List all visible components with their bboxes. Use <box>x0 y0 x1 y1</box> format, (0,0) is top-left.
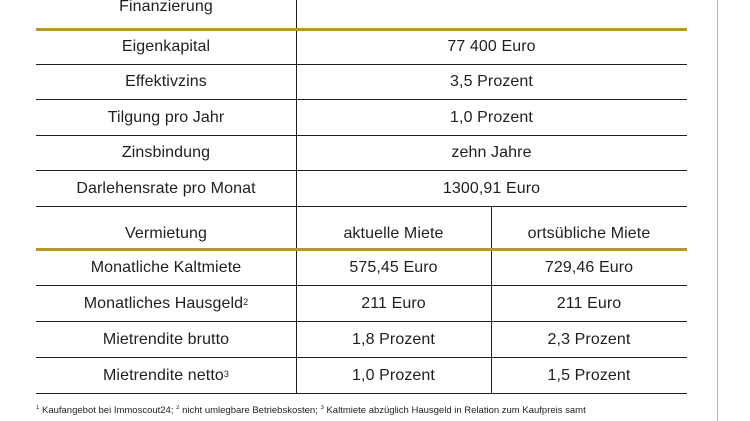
row-label: Zinsbindung <box>121 144 211 161</box>
financing-header-row <box>36 0 687 31</box>
column-header-current-rent: aktuelle Miete <box>343 224 444 242</box>
row-label: Tilgung pro Jahr <box>107 108 225 126</box>
table-row <box>36 322 687 358</box>
footnote-text: nicht umlegbare Betriebskosten; <box>179 405 321 416</box>
table-row <box>36 286 687 322</box>
footnote-marker: 3 <box>223 368 229 379</box>
footnote-number: 1 <box>36 405 40 411</box>
table-row <box>36 251 687 286</box>
footnote-marker: 2 <box>243 296 249 307</box>
row-value-current: 211 Euro <box>361 294 426 312</box>
row-label: Darlehensrate pro Monat <box>76 179 256 197</box>
table-row <box>36 100 687 136</box>
row-value: 1,0 Prozent <box>450 108 533 126</box>
row-value: 3,5 Prozent <box>450 73 533 90</box>
column-header-local-rent: ortsübliche Miete <box>527 224 651 242</box>
row-value-local: 211 Euro <box>556 294 622 312</box>
row-value-current: 1,0 Prozent <box>352 366 435 384</box>
row-label: Monatliches Hausgeld $^2$ <box>83 294 249 312</box>
right-border <box>717 0 718 421</box>
row-value-current: 1,8 Prozent <box>352 330 435 348</box>
row-label: Eigenkapital <box>121 38 211 55</box>
row-value: 1300,91 Euro <box>442 179 541 197</box>
table-row <box>36 30 687 65</box>
rental-header: Vermietung <box>125 224 207 242</box>
footnote-number: 3 <box>320 405 324 411</box>
row-value-local: 1,5 Prozent <box>547 366 631 384</box>
footnote <box>36 405 696 416</box>
table-row <box>36 65 687 100</box>
row-value: zehn Jahre <box>451 144 532 161</box>
row-value-current: 575,45 Euro <box>349 259 438 276</box>
financing-header: Finanzierung <box>119 0 213 15</box>
row-value-local: 2,3 Prozent <box>547 330 631 348</box>
row-label: Mietrendite netto $^3$ <box>103 366 229 384</box>
footnote-text: Kaltmiete abzüglich Hausgeld in Relation zum Kaufpreis samt <box>323 405 586 416</box>
footnote-number: 2 <box>176 405 180 411</box>
table-row <box>36 171 687 207</box>
rental-header-row <box>36 207 687 251</box>
row-value: 77 400 Euro <box>447 38 536 55</box>
footnote-text: Kaufangebot bei Immoscout24; <box>39 405 177 416</box>
row-value-local: 729,46 Euro <box>544 259 634 276</box>
row-label: Monatliche Kaltmiete <box>90 259 242 276</box>
table-row <box>36 136 687 171</box>
table-row <box>36 358 687 394</box>
row-label: Mietrendite brutto <box>102 330 230 348</box>
row-label: Effektivzins <box>125 73 207 90</box>
